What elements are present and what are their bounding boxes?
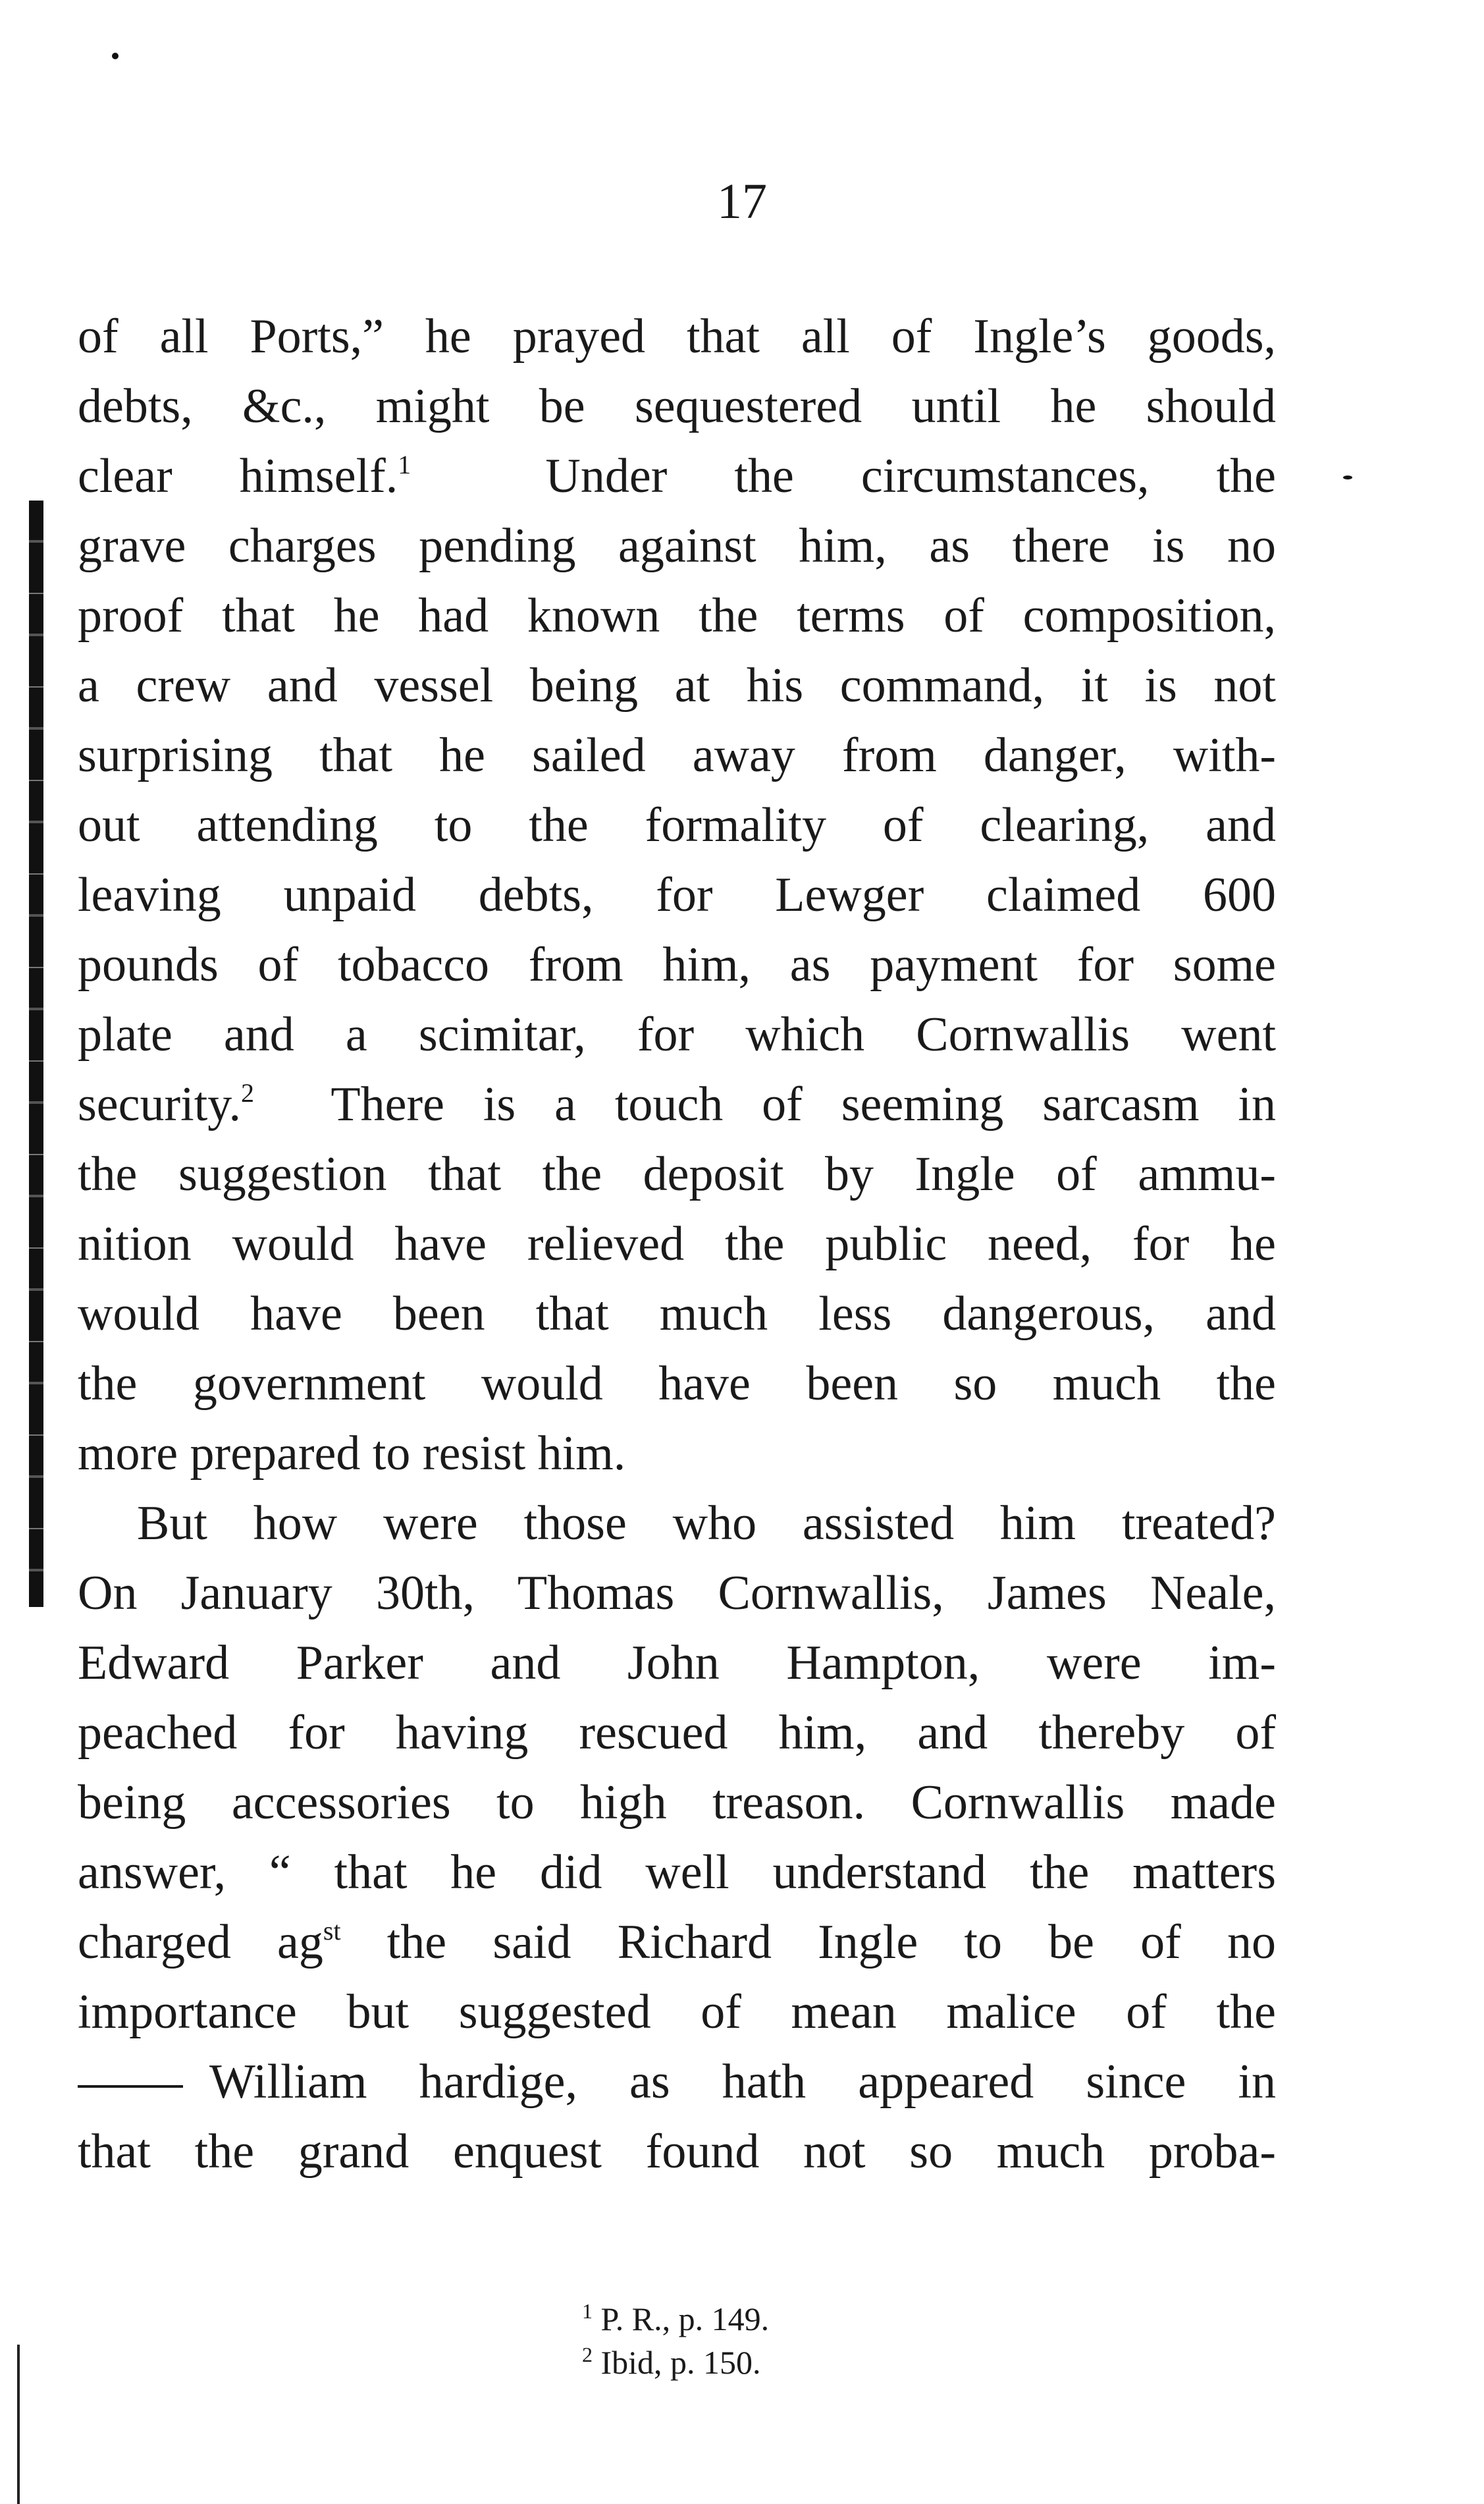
text-line: importance but suggested of mean malice of the <box>78 1985 1276 2039</box>
text-line: charged $ag^{st}$ the said Richard Ingle to be of no <box>78 1915 1276 1969</box>
text-line: Edward Parker and John Hampton, were im- <box>78 1636 1276 1690</box>
superscript: st <box>323 1916 341 1946</box>
text-line: leaving unpaid debts, for Lewger claimed 600 <box>78 868 1276 922</box>
text-line: debts, &c., might be sequestered until he should <box>78 379 1276 433</box>
text-line: the government would have been so much the <box>78 1357 1276 1411</box>
text-line: On January 30th, Thomas Cornwallis, James Neale, <box>78 1566 1276 1620</box>
text-line: But how were those who assisted him treated? <box>137 1496 1276 1550</box>
text-line: out attending to the formality of clearing, and <box>78 798 1276 852</box>
footnote-mark: 2 <box>582 2343 593 2366</box>
footnote-mark: 1 <box>582 2299 593 2323</box>
text-line: of all Ports,” he prayed that all of Ingle’s goods, <box>78 310 1276 364</box>
scan-binding-edge <box>29 501 43 1607</box>
text-line: a crew and vessel being at his command, it is not <box>78 659 1276 713</box>
text-line: being accessories to high treason. Cornwallis made <box>78 1776 1276 1830</box>
scan-edge-line <box>17 2345 20 2504</box>
text-line: nition would have relieved the public need, for he <box>78 1217 1276 1271</box>
text-line: William hardige, as hath appeared since in <box>78 2047 1276 2117</box>
text-line: surprising that he sailed away from danger, with- <box>78 728 1276 782</box>
text-line: pounds of tobacco from him, as payment for some <box>78 938 1276 992</box>
text-line: answer, “ that he did well understand the matters <box>78 1845 1276 1899</box>
footnote-ref: 1 <box>398 450 411 479</box>
scan-speck <box>112 53 119 59</box>
body-text <box>78 302 1276 2187</box>
footnote: $^1$ P. R., p. 149. <box>582 2299 770 2337</box>
scan-speck <box>1343 476 1352 479</box>
em-dash-rule <box>78 2085 183 2088</box>
text-line: peached for having rescued him, and thereby of <box>78 1706 1276 1760</box>
text-line: would have been that much less dangerous, and <box>78 1287 1276 1341</box>
text-line: that the grand enquest found not so much proba- <box>78 2125 1276 2179</box>
footnote: $^2$ Ibid, p. 150. <box>582 2343 761 2381</box>
text-line: plate and a scimitar, for which Cornwallis went <box>78 1008 1276 1062</box>
text-line: clear himself.$^1$ Under the circumstances, the <box>78 449 1276 503</box>
text-line: the suggestion that the deposit by Ingle of ammu- <box>78 1147 1276 1201</box>
footnotes <box>582 2297 769 2384</box>
text-line: grave charges pending against him, as there is no <box>78 519 1276 573</box>
page-number: 17 <box>717 174 767 229</box>
footnote-ref: 2 <box>240 1078 254 1108</box>
text-line: proof that he had known the terms of composition, <box>78 589 1276 643</box>
text-line: security.$^2$ There is a touch of seeming sarcasm in <box>78 1077 1276 1131</box>
text-line: more prepared to resist him. <box>78 1427 626 1481</box>
